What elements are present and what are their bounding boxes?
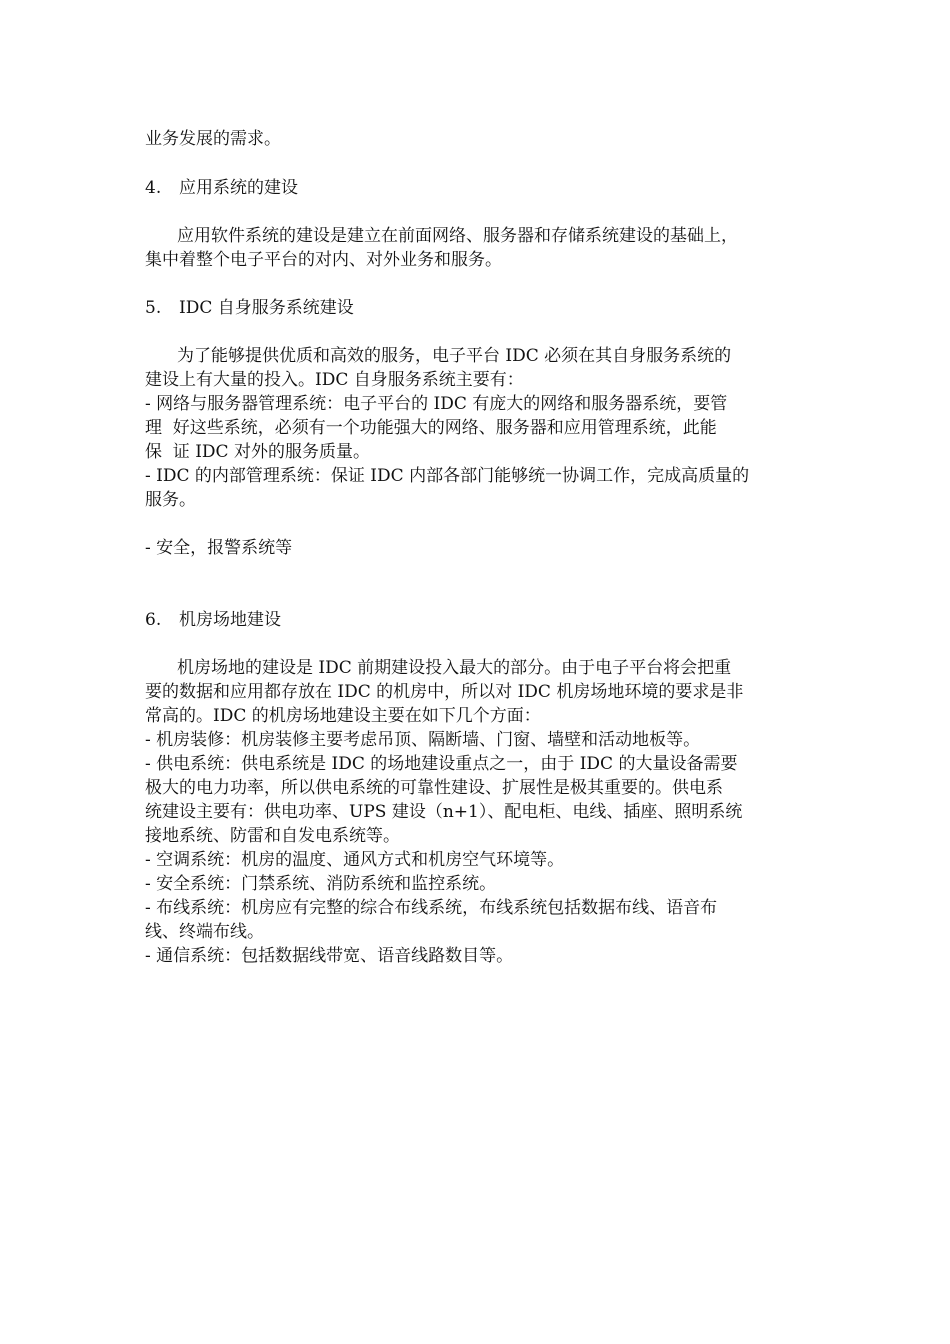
list-item: - IDC 的内部管理系统：保证 IDC 内部各部门能够统一协调工作，完成高质量的 bbox=[145, 466, 750, 486]
section-heading-4 bbox=[145, 176, 825, 200]
list-item-continuation: 统建设主要有：供电功率、UPS 建设（n+1）、配电柜、电线、插座、照明系统 bbox=[145, 802, 743, 822]
list-item-continuation: 极大的电力功率，所以供电系统的可靠性建设、扩展性是极其重要的。供电系 bbox=[145, 778, 723, 798]
section-number: 4. bbox=[145, 178, 162, 198]
section-number: 5. bbox=[145, 298, 162, 318]
list-item: - 布线系统：机房应有完整的综合布线系统，布线系统包括数据布线、语音布 bbox=[145, 898, 718, 918]
list-item: - 网络与服务器管理系统：电子平台的 IDC 有庞大的网络和服务器系统，要管 bbox=[145, 394, 728, 414]
list-item: - 安全，报警系统等 bbox=[145, 538, 293, 558]
list-item: - 空调系统：机房的温度、通风方式和机房空气环境等。 bbox=[145, 850, 565, 870]
section-number: 6. bbox=[145, 610, 162, 630]
section-title: 机房场地建设 bbox=[179, 610, 281, 630]
list-item: - 机房装修：机房装修主要考虑吊顶、隔断墙、门窗、墙壁和活动地板等。 bbox=[145, 730, 701, 750]
paragraph-line: 业务发展的需求。 bbox=[145, 129, 281, 149]
section-title: IDC 自身服务系统建设 bbox=[179, 298, 354, 318]
list-item: - 通信系统：包括数据线带宽、语音线路数目等。 bbox=[145, 946, 514, 966]
section-title: 应用系统的建设 bbox=[179, 178, 298, 198]
paragraph-line: 要的数据和应用都存放在 IDC 的机房中，所以对 IDC 机房场地环境的要求是非 bbox=[145, 682, 744, 702]
paragraph-line: 集中着整个电子平台的对内、对外业务和服务。 bbox=[145, 250, 502, 270]
list-item-continuation: 理 好这些系统，必须有一个功能强大的网络、服务器和应用管理系统，此能 bbox=[145, 418, 717, 438]
list-item-continuation: 保 证 IDC 对外的服务质量。 bbox=[145, 442, 370, 462]
section-heading-5 bbox=[145, 296, 825, 320]
list-item-continuation: 线、终端布线。 bbox=[145, 922, 264, 942]
section-heading-6 bbox=[145, 608, 825, 632]
list-item-continuation: 接地系统、防雷和自发电系统等。 bbox=[145, 826, 400, 846]
paragraph-line: 应用软件系统的建设是建立在前面网络、服务器和存储系统建设的基础上， bbox=[177, 226, 738, 246]
list-item-continuation: 服务。 bbox=[145, 490, 196, 510]
paragraph-line: 建设上有大量的投入。IDC 自身服务系统主要有： bbox=[145, 370, 524, 390]
paragraph-line: 机房场地的建设是 IDC 前期建设投入最大的部分。由于电子平台将会把重 bbox=[177, 658, 732, 678]
list-item: - 供电系统：供电系统是 IDC 的场地建设重点之一，由于 IDC 的大量设备需要 bbox=[145, 754, 738, 774]
paragraph-line: 常高的。IDC 的机房场地建设主要在如下几个方面： bbox=[145, 706, 541, 726]
list-item: - 安全系统：门禁系统、消防系统和监控系统。 bbox=[145, 874, 497, 894]
paragraph-line: 为了能够提供优质和高效的服务，电子平台 IDC 必须在其自身服务系统的 bbox=[177, 346, 732, 366]
